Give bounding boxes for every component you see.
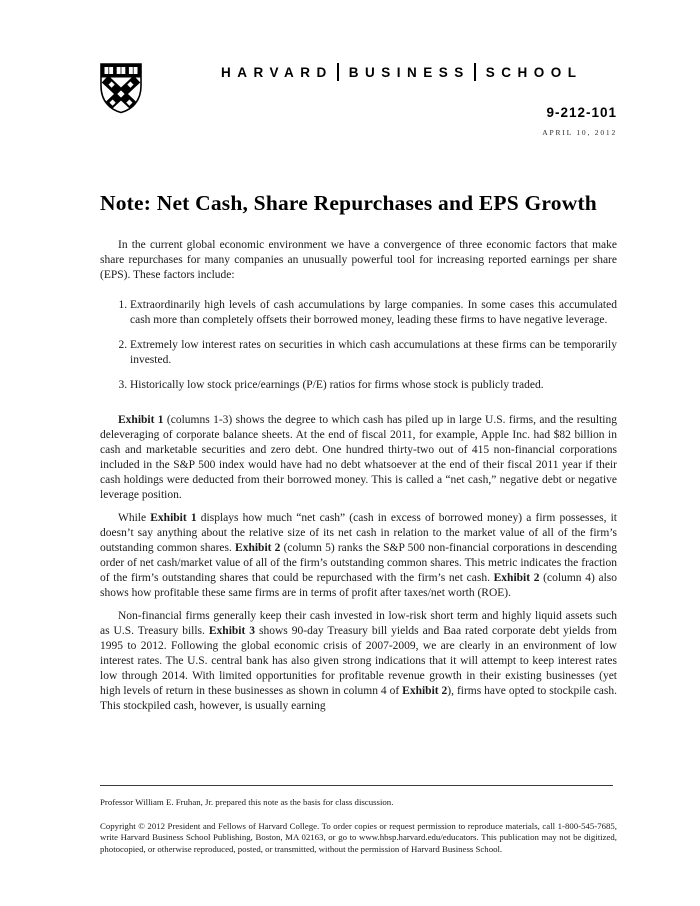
- document-body: [100, 189, 617, 722]
- wordmark-harvard: HARVARD: [221, 64, 333, 80]
- exhibit-reference: Exhibit 2: [493, 572, 540, 584]
- publication-date: APRIL 10, 2012: [542, 128, 617, 137]
- exhibit-reference: Exhibit 1: [150, 512, 197, 524]
- wordmark-divider: [474, 63, 476, 81]
- intro-paragraph: In the current global economic environment we have a convergence of three economic factors that make share repurchases for many companies an unusually powerful tool for increasing reported earnings per share (EPS). These factors include:: [100, 239, 617, 281]
- factors-list: [100, 298, 617, 393]
- wordmark-business: BUSINESS: [348, 64, 470, 80]
- exhibit-reference: Exhibit 3: [208, 625, 256, 637]
- body-paragraph: Non-financial firms generally keep their cash invested in low-risk short term and highly liquid assets such as U.S. Treasury bills. Exhibit 3 shows 90-day Treasury bill yields and Baa rated corporate debt yields from 1995 to 2012. Following the global economic crisis of 2007-2009, we are clearly in an environment of low interest rates. The U.S. central bank has also given strong indications that it will attempt to keep interest rates low through 2014. With limited opportunities for profitable revenue growth in their existing businesses (yet high levels of return in these businesses as shown in column 4 of Exhibit 2), firms have opted to stockpile cash. This stockpiled cash, however, is usually earning: [100, 610, 617, 712]
- body-paragraph: Exhibit 1 (columns 1-3) shows the degree to which cash has piled up in large U.S. firms, and the resulting deleveraging of corporate balance sheets. At the end of fiscal 2011, for example, Apple Inc. had $82 billion in cash and marketable securities and zero debt. One hundred thirty-two out of 415 non-financial corporations included in the S&P 500 index would have had no debt whatsoever at the end of their fiscal 2011 year if their cash holdings were deducted from their borrowed money. This is called a “net cash,” negative debt or negative leverage position.: [100, 414, 617, 501]
- body-paragraph: While Exhibit 1 displays how much “net cash” (cash in excess of borrowed money) a firm possesses, it doesn’t say anything about the relative size of its net cash in relation to the market value of all of the firm’s outstanding common shares. Exhibit 2 (column 5) ranks the S&P 500 non-financial corporations in descending order of net cash/market value of all of the firm’s outstanding common shares. This metric indicates the fraction of the firm’s outstanding shares that could be repurchased with the firm’s net cash. Exhibit 2 (column 4) also shows how profitable these same firms are in terms of profit after taxes/net worth (ROE).: [100, 512, 618, 599]
- wordmark-school: SCHOOL: [485, 64, 583, 80]
- page-title: Note: Net Cash, Share Repurchases and EPS Growth: [100, 191, 597, 215]
- exhibit-reference: Exhibit 2: [402, 685, 448, 697]
- wordmark-divider: [337, 63, 339, 81]
- footnote-copyright: Copyright © 2012 President and Fellows of Harvard College. To order copies or request permission to reproduce materials, call 1-800-545-7685, write Harvard Business School Publishing, Boston, MA 02163, or go to www.hbsp.harvard.edu/educators. This publication may not be digitized, photocopied, or otherwise reproduced, posted, or transmitted, without the permission of Harvard Business School.: [100, 820, 617, 854]
- footnote-divider: [100, 785, 613, 786]
- body-paragraphs: [100, 413, 617, 714]
- footnote-author: Professor William E. Fruhan, Jr. prepared this note as the basis for class discussion.: [100, 797, 394, 807]
- exhibit-reference: Exhibit 1: [118, 414, 164, 426]
- exhibit-reference: Exhibit 2: [235, 542, 281, 554]
- factor-item: 1. Extraordinarily high levels of cash accumulations by large companies. In some cases this accumulated cash more than completely offsets their borrowed money, leading these firms to have negative leverage.: [130, 298, 617, 328]
- hbs-shield-icon: [99, 61, 143, 115]
- case-number: 9-212-101: [546, 105, 617, 120]
- factor-item: 2. Extremely low interest rates on securities in which cash accumulations at these firms can be temporarily invested.: [130, 338, 617, 368]
- hbs-wordmark: [221, 63, 583, 81]
- factor-item: 3. Historically low stock price/earnings (P/E) ratios for firms whose stock is publicly traded.: [130, 378, 617, 393]
- footnote-section: [100, 785, 617, 855]
